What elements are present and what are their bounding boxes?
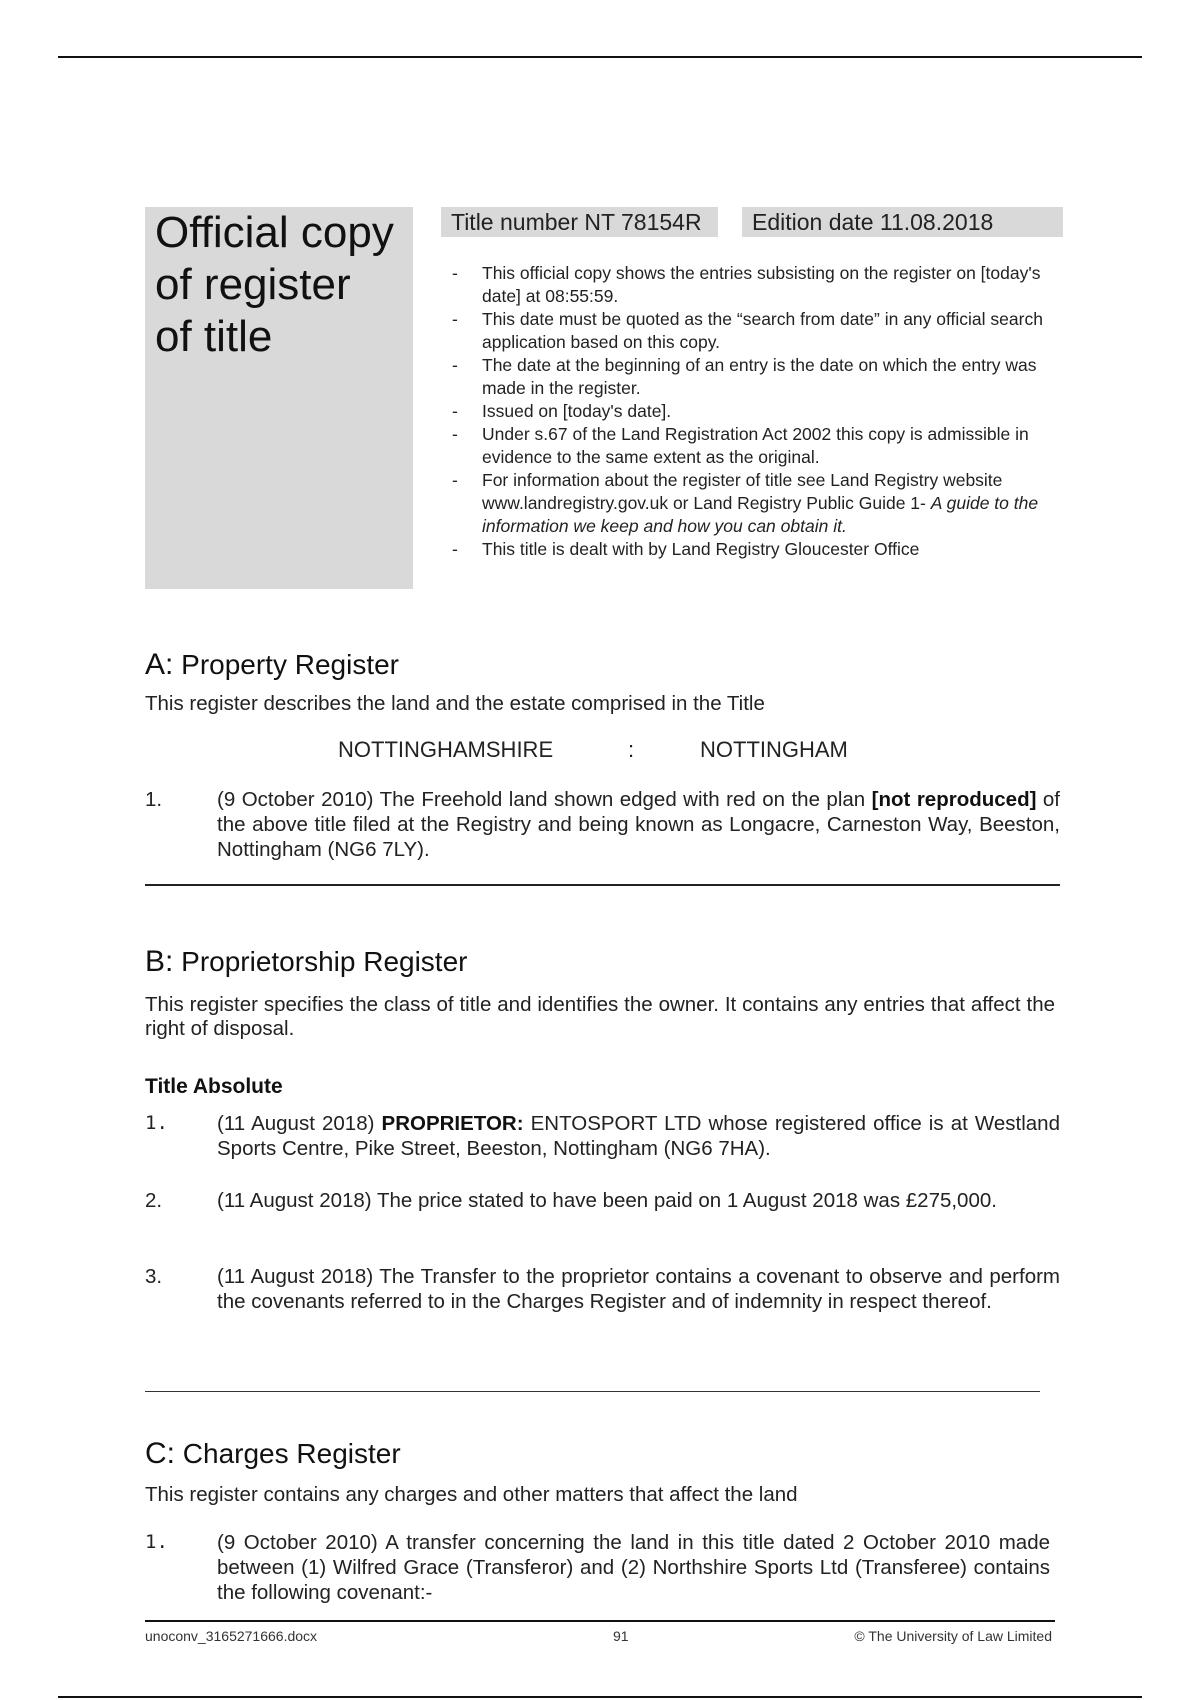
note-item: - Issued on [today's date].: [450, 400, 1065, 423]
note-item: - The date at the beginning of an entry is the date on which the entry was made in the register.: [450, 354, 1065, 400]
note-item: - This date must be quoted as the “search from date” in any official search application based on this copy.: [450, 308, 1065, 354]
title-box-line-2: of register: [155, 260, 351, 309]
title-box: [145, 207, 413, 589]
title-number: Title number NT 78154R: [441, 207, 718, 237]
county-separator: :: [628, 737, 635, 762]
section-b-heading: B: Proprietorship Register: [145, 945, 468, 978]
title-class-heading: Title Absolute: [145, 1075, 283, 1098]
section-b-description: This register specifies the class of title and identifies the owner. It contains any entries that affect the right of disposal.: [145, 993, 1055, 1040]
section-b-separator: [145, 1391, 1040, 1392]
proprietorship-entry-3: 3. (11 August 2018) The Transfer to the proprietor contains a covenant to observe and perform the covenants referred to in the Charges Register and of indemnity in respect thereof.: [145, 1265, 1060, 1313]
title-box-line-3: of title: [155, 312, 273, 361]
section-c-description: This register contains any charges and other matters that affect the land: [145, 1483, 798, 1506]
guide-title: A guide to the information we keep and how you can obtain it.: [482, 493, 1039, 536]
section-c-heading: C: Charges Register: [145, 1437, 401, 1470]
footer-filename: unoconv_3165271666.docx: [145, 1628, 318, 1644]
note-item: - For information about the register of title see Land Registry website www.landregistry.gov.uk or Land Registry Public Guide 1- A guide to the information we keep and how you can obtain it.: [450, 469, 1065, 538]
section-a-description: This register describes the land and the estate comprised in the Title: [145, 692, 765, 715]
proprietorship-entry-2: 2. (11 August 2018) The price stated to have been paid on 1 August 2018 was £275,000.: [145, 1189, 997, 1212]
note-item: - This official copy shows the entries subsisting on the register on [today's date] at 08:55:59.: [450, 262, 1065, 308]
page-bottom-rule: [58, 1696, 1142, 1698]
edition-date: Edition date 11.08.2018: [742, 207, 1063, 237]
page-top-rule: [58, 56, 1142, 58]
note-item: - Under s.67 of the Land Registration Act 2002 this copy is admissible in evidence to the same extent as the original.: [450, 423, 1065, 469]
title-box-line-1: Official copy: [155, 208, 394, 257]
property-entry: 1. (9 October 2010) The Freehold land shown edged with red on the plan [not reproduced] of the above title filed at the Registry and being known as Longacre, Carneston Way, Beeston, Nottingham (NG6 7LY).: [145, 788, 1060, 861]
section-a-separator: [145, 884, 1060, 886]
footer-page-number: 91: [613, 1628, 629, 1644]
footer-copyright: © The University of Law Limited: [854, 1628, 1052, 1644]
notes-list: [450, 262, 1065, 561]
county: NOTTINGHAMSHIRE: [338, 737, 554, 762]
charges-entry-1: 1. (9 October 2010) A transfer concerning the land in this title dated 2 October 2010 made between (1) Wilfred Grace (Transferor) and (2) Northshire Sports Ltd (Transferee) contains the following covenant:-: [145, 1531, 1050, 1604]
section-a-heading: A: Property Register: [145, 648, 400, 681]
note-item: - This title is dealt with by Land Registry Gloucester Office: [450, 538, 1065, 561]
proprietorship-entry-1: 1. (11 August 2018) PROPRIETOR: ENTOSPORT LTD whose registered office is at Westland Sports Centre, Pike Street, Beeston, Nottingham (NG6 7HA).: [145, 1112, 1060, 1160]
district: NOTTINGHAM: [700, 737, 848, 762]
footer-rule: [145, 1620, 1055, 1622]
